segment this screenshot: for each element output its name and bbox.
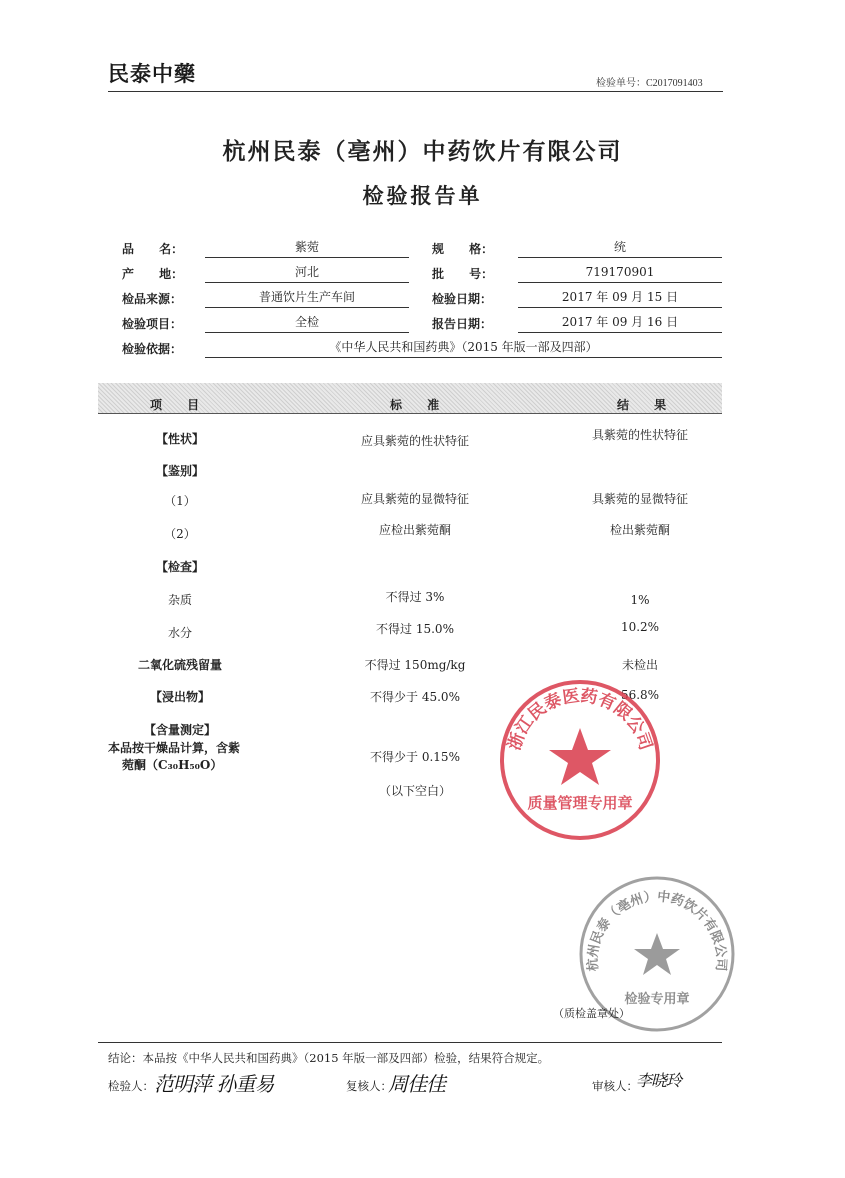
red-stamp-inner-text: 质量管理专用章 [527, 794, 633, 812]
row-item: 水分 [167, 626, 192, 640]
row-result: 具紫菀的显微特征 [591, 492, 688, 506]
row-item: 【鉴别】 [155, 464, 204, 478]
batch-value: 719170901 [518, 265, 722, 283]
assay-standard: 不得少于 0.15% [370, 750, 460, 764]
row-item: （2） [164, 527, 196, 541]
row-result: 检出紫菀酮 [609, 523, 670, 537]
header-divider [108, 91, 723, 92]
row-item: 【浸出物】 [149, 690, 210, 704]
report-date-label: 报告日期： [432, 317, 493, 331]
row-result: 未检出 [621, 658, 658, 672]
row-standard: 不得过 3% [385, 590, 445, 604]
reviewer-signature: 周佳佳 [388, 1072, 445, 1096]
row-standard: 应具紫菀的性状特征 [360, 434, 469, 448]
blank-note: （以下空白） [378, 784, 451, 798]
gray-stamp-inner-text: 检验专用章 [624, 992, 690, 1007]
row-standard: 应具紫菀的显微特征 [360, 492, 469, 506]
origin-label: 产 地： [122, 267, 184, 281]
origin-value: 河北 [205, 265, 409, 283]
quality-management-stamp [496, 676, 664, 844]
reviewer-label: 复核人： [346, 1079, 392, 1093]
row-standard: 不得过 150mg/kg [364, 658, 466, 672]
column-header-standard: 标 准 [390, 398, 440, 412]
star-icon [549, 728, 611, 785]
source-label: 检品来源： [122, 292, 183, 306]
row-standard: 应检出紫菀酮 [378, 523, 451, 537]
approver-label: 审核人： [592, 1079, 638, 1093]
assay-compound: 菀酮（C₃₀H₅₀O） [122, 758, 223, 772]
row-result: 1% [630, 593, 650, 607]
report-date-value: 2017 年 09 月 16 日 [518, 315, 722, 333]
source-value: 普通饮片生产车间 [205, 290, 409, 308]
stamp-note: （质检盖章处） [553, 1007, 630, 1020]
row-item: （1） [164, 494, 196, 508]
test-date-label: 检验日期： [432, 292, 493, 306]
test-date-value: 2017 年 09 月 15 日 [518, 290, 722, 308]
name-label: 品 名： [122, 242, 184, 256]
column-header-result: 结 果 [617, 398, 667, 412]
spec-value: 统 [518, 240, 722, 258]
conclusion: 结论：本品按《中华人民共和国药典》（2015 年版一部及四部）检验，结果符合规定。 [108, 1051, 550, 1065]
row-item: 杂质 [167, 593, 192, 607]
document-title: 检验报告单 [362, 183, 483, 208]
row-standard: 不得过 15.0% [376, 622, 454, 636]
red-stamp-outer-text: 浙江民泰医药有限公司 [504, 686, 656, 753]
row-item: 二氧化硫残留量 [137, 658, 222, 672]
item-label: 检验项目： [122, 317, 183, 331]
row-item: 【检查】 [155, 560, 204, 574]
report-number: 检验单号：C2017091403 [596, 78, 703, 89]
table-header-divider [98, 413, 722, 414]
column-header-item: 项 目 [150, 398, 200, 412]
basis-label: 检验依据： [122, 342, 183, 356]
inspector-signature: 范明萍 孙重易 [154, 1072, 274, 1096]
company-name: 杭州民泰（亳州）中药饮片有限公司 [222, 138, 623, 165]
footer-divider [98, 1042, 722, 1043]
row-result: 56.8% [620, 688, 660, 702]
star-icon [634, 933, 680, 975]
row-result: 10.2% [620, 620, 660, 634]
row-item: 【含量测定】 [143, 723, 216, 737]
item-value: 全检 [205, 315, 409, 333]
spec-label: 规 格： [432, 242, 494, 256]
batch-label: 批 号： [432, 267, 494, 281]
assay-description: 本品按干燥品计算，含紫 [108, 741, 241, 755]
row-standard: 不得少于 45.0% [370, 690, 460, 704]
basis-value: 《中华人民共和国药典》（2015 年版一部及四部） [205, 340, 722, 358]
approver-signature: 李晓玲 [636, 1071, 682, 1090]
row-item: 【性状】 [155, 432, 204, 446]
gray-stamp-outer-text: 杭州民泰（亳州）中药饮片有限公司 [585, 889, 729, 972]
name-value: 紫菀 [205, 240, 409, 258]
company-logo: 民泰中藥 [108, 61, 196, 86]
row-result: 具紫菀的性状特征 [591, 428, 688, 442]
inspector-label: 检验人： [108, 1079, 154, 1093]
